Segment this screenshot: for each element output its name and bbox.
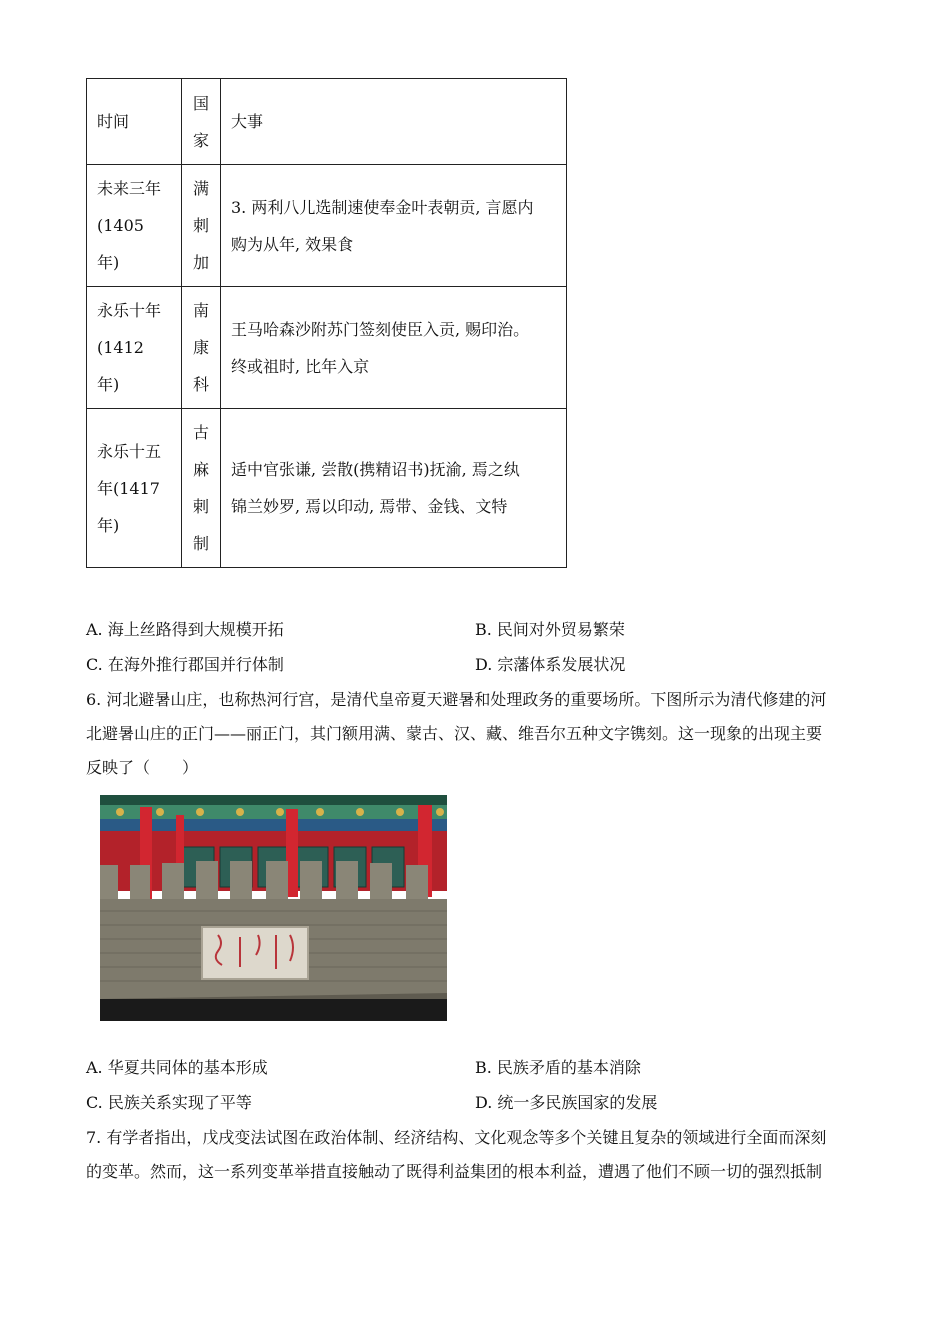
option-b[interactable]: B. 民间对外贸易繁荣	[475, 620, 625, 639]
question-line: 6. 河北避暑山庄，也称热河行宫，是清代皇帝夏天避暑和处理政务的重要场所。下图所示为清代修建的河	[86, 690, 827, 709]
table-row	[87, 409, 567, 568]
table-header-row	[87, 79, 567, 165]
row-country	[182, 287, 221, 409]
option-c[interactable]: C. 民族关系实现了平等	[86, 1093, 252, 1112]
row-time	[87, 287, 182, 409]
country-char: 刺	[193, 216, 210, 235]
option-d[interactable]: D. 统一多民族国家的发展	[475, 1093, 658, 1112]
question-7-stem	[86, 1121, 866, 1189]
event-line: 适中官张谦, 尝散(携精诏书)抚渝, 焉之纨	[231, 460, 520, 479]
row-time	[87, 165, 182, 287]
row-country	[182, 165, 221, 287]
question-line: 北避暑山庄的正门——丽正门，其门额用满、蒙古、汉、藏、维吾尔五种文字镌刻。这一现象的出现主要	[86, 724, 823, 743]
time-line: (1412 年)	[97, 338, 144, 394]
row-event	[221, 165, 567, 287]
time-line: 永乐十年	[97, 301, 162, 320]
row-event	[221, 287, 567, 409]
time-line: 未来三年	[97, 179, 162, 198]
event-line: 锦兰妙罗, 焉以印动, 焉带、金钱、文特	[231, 497, 508, 516]
country-char: 制	[193, 534, 210, 553]
time-line: (1405 年)	[97, 216, 144, 272]
header-country	[182, 79, 221, 165]
country-char: 加	[193, 253, 210, 272]
q5-options	[86, 612, 866, 682]
header-country-char: 国	[193, 93, 210, 113]
row-country	[182, 409, 221, 568]
option-a[interactable]: A. 华夏共同体的基本形成	[86, 1058, 268, 1077]
table-row	[87, 287, 567, 409]
row-event	[221, 409, 567, 568]
country-char: 剌	[193, 497, 210, 516]
lizheng-gate-photo	[100, 795, 447, 1021]
country-char: 麻	[193, 460, 210, 479]
events-table	[86, 78, 567, 568]
question-line: 7. 有学者指出，戊戌变法试图在政治体制、经济结构、文化观念等多个关键且复杂的领域进行全面而深刻	[86, 1128, 827, 1147]
option-a[interactable]: A. 海上丝路得到大规模开拓	[86, 620, 284, 639]
q6-options	[86, 1050, 866, 1120]
event-line: 购为从年, 效果食	[231, 234, 354, 254]
question-line: 的变革。然而，这一系列变革举措直接触动了既得利益集团的根本利益，遭遇了他们不顾一切的强烈抵制	[86, 1162, 823, 1181]
event-line: 3. 两利八儿选制速使奉金叶表朝贡, 言愿内	[231, 197, 534, 217]
option-b[interactable]: B. 民族矛盾的基本消除	[475, 1058, 641, 1077]
row-time	[87, 409, 182, 568]
event-line: 王马哈森沙附苏门签刻使臣入贡, 赐印治。	[231, 319, 530, 339]
event-line: 终或祖时, 比年入京	[231, 356, 370, 376]
question-6-stem	[86, 683, 866, 785]
country-char: 康	[193, 338, 210, 357]
table-row	[87, 165, 567, 287]
country-char: 科	[193, 375, 210, 394]
time-line: 永乐十五	[97, 441, 162, 461]
header-country-char: 家	[193, 130, 210, 150]
country-char: 古	[193, 423, 210, 442]
header-event: 大事	[221, 79, 567, 165]
header-time: 时间	[87, 79, 182, 165]
time-line: 年(1417	[97, 478, 160, 498]
option-c[interactable]: C. 在海外推行郡国并行体制	[86, 655, 284, 674]
time-line: 年)	[97, 515, 120, 535]
country-char: 满	[193, 179, 210, 198]
option-d[interactable]: D. 宗藩体系发展状况	[475, 655, 626, 674]
question-line: 反映了（ ）	[86, 758, 199, 777]
country-char: 南	[193, 301, 210, 320]
